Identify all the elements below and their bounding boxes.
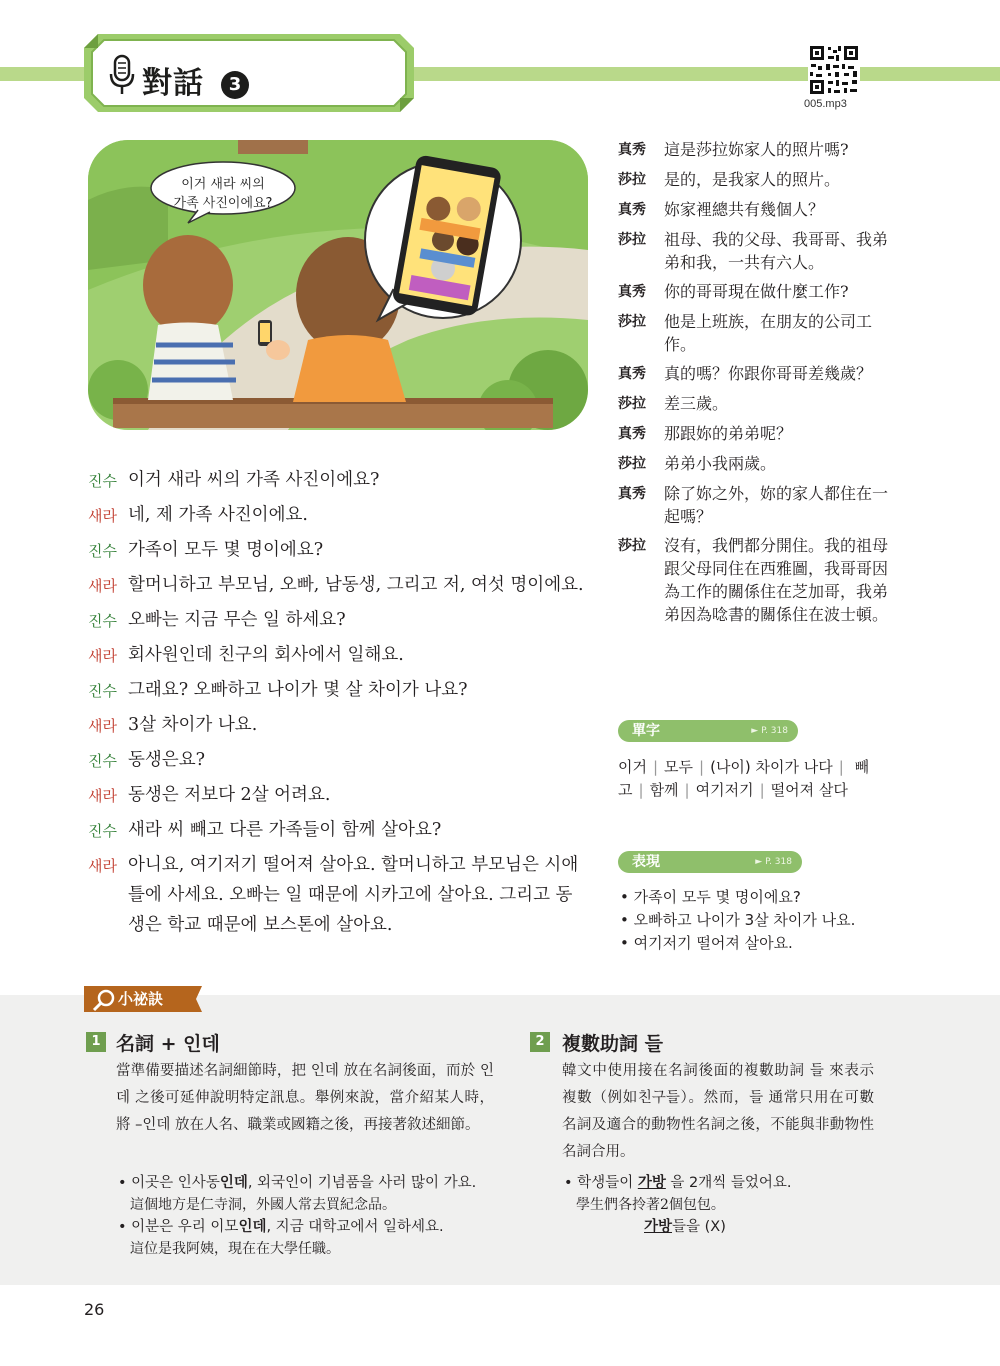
speaker-label: 진수 (88, 542, 117, 560)
vocab-word: (나이) 차이가 나다 (710, 758, 833, 776)
dialogue-number-badge: 3 (221, 71, 249, 99)
translation-line (618, 392, 888, 416)
dialogue-text: 동생은요? (128, 750, 206, 770)
dialogue-text: 3살 차이가 나요. (128, 715, 258, 735)
translation-line (618, 534, 888, 626)
speaker-label: 진수 (88, 822, 117, 840)
vocab-word: 모두 (664, 758, 694, 776)
translation-line (618, 280, 888, 304)
translation-line (618, 422, 888, 446)
speaker-label: 莎拉 (618, 232, 646, 248)
translation-text: 他是上班族，在朋友的公司工作。 (664, 312, 873, 354)
speaker-label: 莎拉 (618, 172, 646, 188)
translation-text: 祖母、我的父母、我哥哥、我弟弟和我，一共有六人。 (664, 230, 889, 272)
translation-text: 沒有，我們都分開住。我的祖母跟父母同住在西雅圖，我哥哥因為工作的關係住在芝加哥，我弟弟因為唸書的關係住在波士頓。 (664, 536, 889, 624)
dialogue-line (88, 850, 588, 940)
expression-item: • 가족이 모두 몇 명이에요? (620, 886, 900, 909)
translation-text: 差三歲。 (664, 394, 729, 413)
korean-dialogue (88, 465, 588, 944)
dialogue-text: 그래요? 오빠하고 나이가 몇 살 차이가 나요? (128, 680, 468, 700)
dialogue-line (88, 815, 588, 846)
dialogue-line (88, 465, 588, 496)
dialogue-text: 할머니하고 부모님, 오빠, 남동생, 그리고 저, 여섯 명이에요. (128, 575, 584, 595)
dialogue-text: 오빠는 지금 무슨 일 하세요? (128, 610, 346, 630)
dialogue-text: 아니요, 여기저기 떨어져 살아요. 할머니하고 부모님은 시애틀에 사세요. 오빠는 일 때문에 시카고에 살아요. 그리고 동생은 학교 때문에 보스톤에 살아요. (128, 855, 579, 935)
tip-example: • 이곳은 인사동인데, 외국인이 기념품을 사러 많이 가요. 這個地方是仁寺洞，外國人常去買紀念品。 • 이분은 우리 이모인데, 지금 대학교에서 일하세요. 這位是我阿姨，現在在大學任職。 (118, 1175, 477, 1257)
speaker-label: 새라 (88, 717, 117, 735)
speaker-label: 새라 (88, 507, 117, 525)
dialogue-line (88, 745, 588, 776)
translation-line (618, 452, 888, 476)
expression-item: • 여기저기 떨어져 살아요. (620, 932, 900, 955)
speaker-label: 莎拉 (618, 456, 646, 472)
dialogue-text: 네, 제 가족 사진이에요. (128, 505, 308, 525)
dialogue-line (88, 640, 588, 671)
dialogue-text: 새라 씨 빼고 다른 가족들이 함께 살아요? (128, 820, 442, 840)
dialogue-line (88, 780, 588, 811)
translation-line (618, 198, 888, 222)
dialogue-text: 회사원인데 친구의 회사에서 일해요. (128, 645, 404, 665)
speaker-label: 真秀 (618, 366, 646, 382)
translation-text: 是的，是我家人的照片。 (664, 170, 841, 189)
translation-text: 弟弟小我兩歲。 (664, 454, 777, 473)
speaker-label: 진수 (88, 752, 117, 770)
dialogue-line (88, 605, 588, 636)
speaker-label: 새라 (88, 857, 117, 875)
translation-text: 除了妳之外，妳的家人都住在一起嗎？ (664, 484, 889, 526)
page-number: 26 (84, 1300, 105, 1319)
tip-example: • 학생들이 가방 을 2개씩 들었어요. 學生們各拎著2個包包。 가방들을 (X) (564, 1175, 792, 1235)
speaker-label: 真秀 (618, 284, 646, 300)
vocab-page-ref[interactable]: ► P. 318 (751, 726, 788, 736)
speaker-label: 莎拉 (618, 396, 646, 412)
speech-bubble-text: 이거 새라 씨의 가족 사진이에요? (173, 177, 273, 211)
page-title: 對話 3 (142, 58, 249, 102)
translation-line (618, 310, 888, 356)
dialogue-line (88, 570, 588, 601)
translation-text: 你的哥哥現在做什麼工作? (664, 282, 849, 301)
vocab-list: 이거 | 모두 | (나이) 차이가 나다 | 빼고 | 함께 | 여기저기 | 떨어져 살다 (618, 758, 870, 799)
vocab-word: 빼고 (618, 758, 870, 799)
translation-text: 這是莎拉妳家人的照片嗎? (664, 140, 849, 159)
speaker-label: 莎拉 (618, 538, 646, 554)
translation-text: 真的嗎？你跟你哥哥差幾歲？ (664, 364, 873, 383)
expression-item: • 오빠하고 나이가 3살 차이가 나요. (620, 909, 900, 932)
tip-number-badge: 1 (86, 1032, 106, 1052)
speaker-label: 새라 (88, 787, 117, 805)
chinese-dialogue (618, 138, 888, 632)
speaker-label: 真秀 (618, 486, 646, 502)
audio-file-label: 005.mp3 (804, 98, 847, 110)
tip-title: 名詞 + 인데 (116, 1033, 220, 1055)
dialogue-text: 가족이 모두 몇 명이에요? (128, 540, 324, 560)
speaker-label: 진수 (88, 612, 117, 630)
tip-body: 韓文中使用接在名詞後面的複數助詞 들 來表示複數（例如친구들）。然而，들 通常只用在可數名詞及適合的動物性名詞之後，不能與非動物性名詞合用。 (562, 1063, 874, 1160)
translation-line (618, 362, 888, 386)
speaker-label: 真秀 (618, 202, 646, 218)
dialogue-line (88, 710, 588, 741)
vocab-word: 이거 (618, 758, 647, 776)
speaker-label: 새라 (88, 647, 117, 665)
tip-body: 當準備要描述名詞細節時，把 인데 放在名詞後面，而於 인데 之後可延伸說明特定訊息。舉例來說，當介紹某人時，將 –인데 放在人名、職業或國籍之後，再接著敘述細節。 (116, 1063, 494, 1133)
translation-line (618, 482, 888, 528)
tip-title: 複數助詞 들 (562, 1033, 663, 1055)
vocab-word: 여기저기 (695, 781, 754, 799)
dialogue-text: 동생은 저보다 2살 어려요. (128, 785, 331, 805)
tip-number-badge: 2 (530, 1032, 550, 1052)
tips-label: 小祕訣 (118, 990, 164, 1008)
microphone-icon (108, 54, 136, 98)
speaker-label: 진수 (88, 472, 117, 490)
dialogue-line (88, 535, 588, 566)
speaker-label: 새라 (88, 577, 117, 595)
translation-line (618, 168, 888, 192)
speaker-label: 真秀 (618, 426, 646, 442)
vocab-word: 함께 (649, 781, 679, 799)
expression-tag: 表現 ► P. 318 (618, 851, 802, 873)
vocab-tag: 單字 ► P. 318 (618, 720, 798, 742)
dialogue-text: 이거 새라 씨의 가족 사진이에요? (128, 470, 380, 490)
translation-text: 那跟妳的弟弟呢？ (664, 424, 793, 443)
speaker-label: 莎拉 (618, 314, 646, 330)
translation-text: 妳家裡總共有幾個人？ (664, 200, 825, 219)
speaker-label: 真秀 (618, 142, 646, 158)
vocab-word: 떨어져 살다 (770, 781, 848, 799)
translation-line (618, 228, 888, 274)
expression-page-ref[interactable]: ► P. 318 (755, 857, 792, 867)
dialogue-line (88, 675, 588, 706)
speaker-label: 진수 (88, 682, 117, 700)
expression-list (620, 886, 900, 955)
qr-code-icon[interactable] (808, 44, 860, 96)
translation-line (618, 138, 888, 162)
dialogue-line (88, 500, 588, 531)
